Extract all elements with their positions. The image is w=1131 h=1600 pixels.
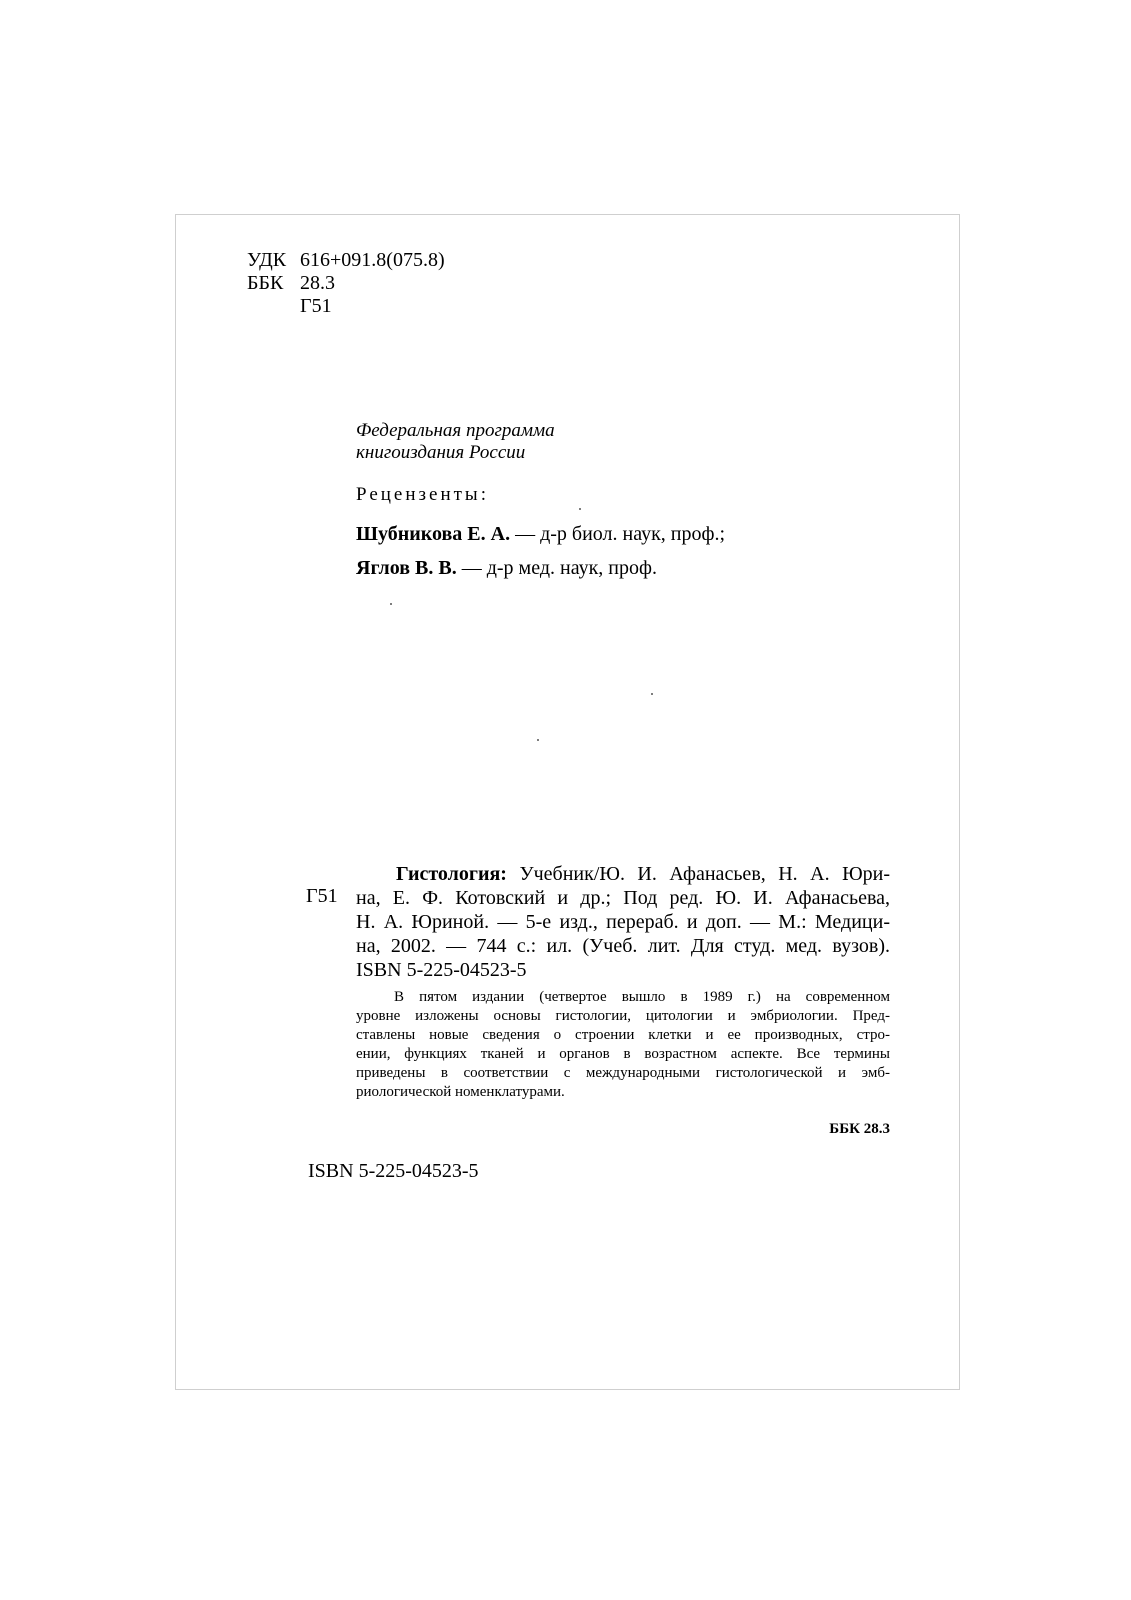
- classification-codes: [247, 249, 445, 318]
- udk-value: 616+091.8(075.8): [300, 249, 445, 271]
- biblio-line-1: [356, 862, 890, 886]
- reviewer-1-desc: — д-р биол. наук, проф.;: [515, 523, 726, 545]
- author-sign: Г51: [300, 295, 332, 317]
- program-line-2: книгоиздания России: [356, 442, 526, 463]
- biblio-line-2: на, Е. Ф. Котовский и др.; Под ред. Ю. И. Афанасьева,: [356, 887, 890, 909]
- scan-speck: [537, 739, 539, 741]
- udk-label: УДК: [247, 249, 287, 271]
- udk-row: [247, 249, 445, 272]
- reviewers-label: Рецензенты:: [356, 484, 489, 505]
- book-title: Гистология:: [396, 863, 507, 885]
- abstract-line-6: риологической номенклатурами.: [356, 1084, 565, 1100]
- biblio-isbn: ISBN 5-225-04523-5: [356, 959, 527, 981]
- bbk-value: 28.3: [300, 272, 335, 294]
- reviewer-1-name: Шубникова Е. А.: [356, 523, 511, 545]
- program-line-1: Федеральная программа: [356, 420, 555, 441]
- biblio-author-sign: Г51: [306, 885, 338, 907]
- bbk-label: ББК: [247, 272, 284, 294]
- bbk-row: [247, 272, 445, 295]
- reviewer-2-desc: — д-р мед. наук, проф.: [461, 557, 657, 579]
- abstract-line-3: ставлены новые сведения о строении клетки и ее производных, стро-: [356, 1027, 890, 1043]
- biblio-line-3: Н. А. Юриной. — 5-е изд., перераб. и доп. — М.: Медици-: [356, 911, 890, 933]
- reviewer-1: [356, 523, 725, 546]
- abstract-line-4: ении, функциях тканей и органов в возрастном аспекте. Все термины: [356, 1046, 890, 1062]
- abstract-line-5: приведены в соответствии с международными гистологической и эмб-: [356, 1065, 890, 1081]
- abstract-line-2: уровне изложены основы гистологии, цитологии и эмбриологии. Пред-: [356, 1008, 890, 1024]
- scan-speck: [651, 693, 653, 695]
- scan-speck: [390, 603, 392, 605]
- page-sheet: [175, 214, 960, 1390]
- scan-speck: [579, 508, 581, 510]
- bibliographic-record: [356, 862, 890, 982]
- isbn-bottom: ISBN 5-225-04523-5: [308, 1160, 479, 1182]
- reviewer-2-name: Яглов В. В.: [356, 557, 457, 579]
- federal-program-note: [356, 420, 555, 464]
- author-sign-row: [247, 295, 445, 318]
- bbk-bottom: ББК 28.3: [829, 1121, 890, 1137]
- abstract-line-1: В пятом издании (четвертое вышло в 1989 г.) на современном: [394, 989, 890, 1005]
- reviewer-2: [356, 557, 657, 580]
- biblio-line-4: на, 2002. — 744 с.: ил. (Учеб. лит. Для студ. мед. вузов).: [356, 935, 890, 957]
- abstract: [356, 988, 890, 1102]
- biblio-line-1-rest: Учебник/Ю. И. Афанасьев, Н. А. Юри-: [506, 863, 890, 885]
